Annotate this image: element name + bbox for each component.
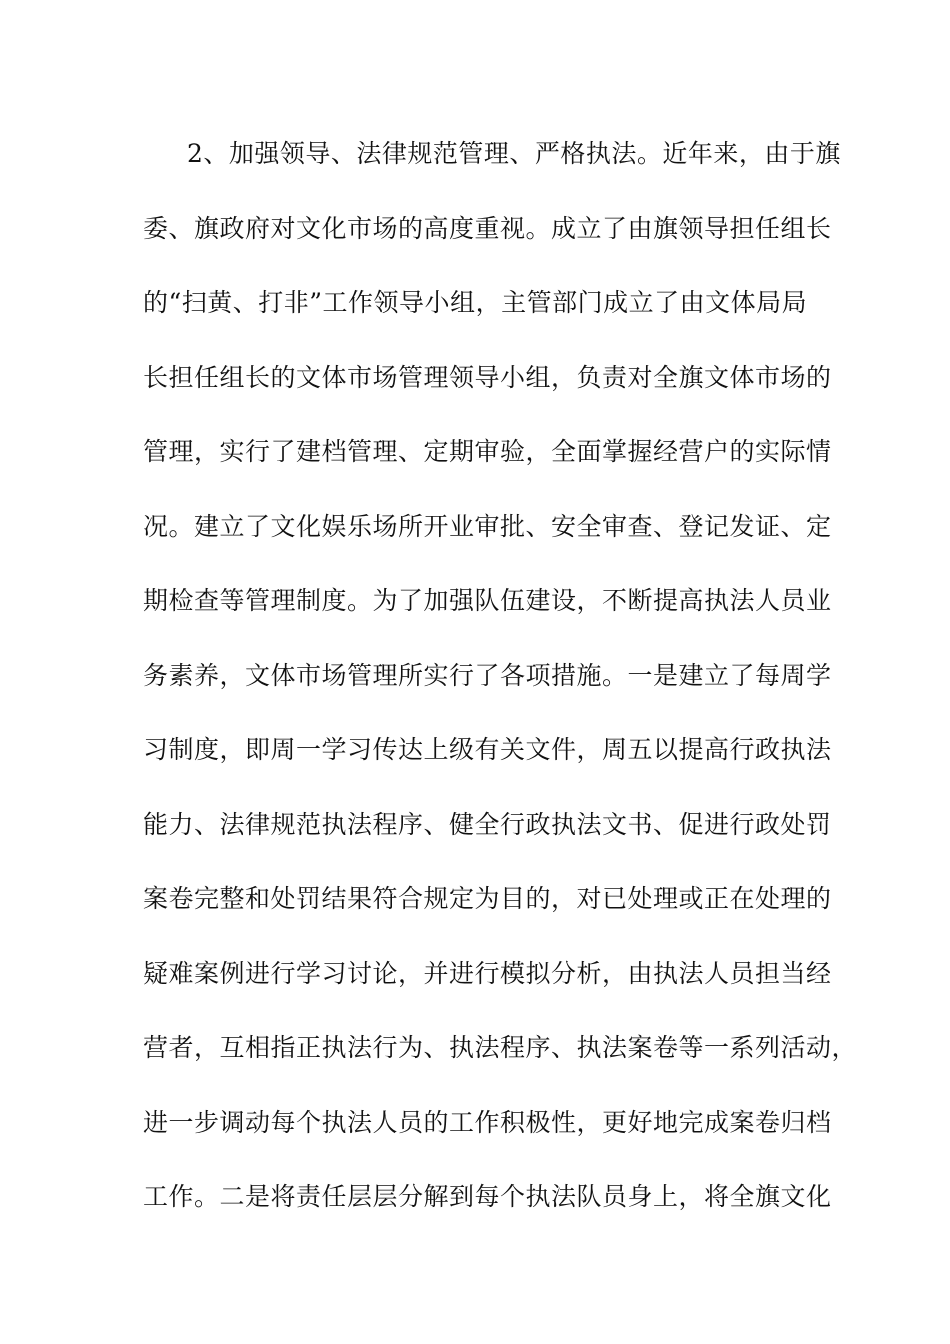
- paragraph: [143, 130, 858, 1248]
- text-line-4: 长担任组长的文体市场管理领导小组，负责对全旗文体市场的: [143, 362, 832, 392]
- text-line-3: 的“扫黄、打非”工作领导小组，主管部门成立了由文体局局: [143, 288, 808, 317]
- text-line-14: 进一步调动每个执法人员的工作积极性，更好地完成案卷归档: [143, 1107, 832, 1137]
- text-line-11: 案卷完整和处罚结果符合规定为目的，对已处理或正在处理的: [143, 884, 832, 913]
- text-line-9: 习制度，即周一学习传达上级有关文件，周五以提高行政执法: [143, 735, 832, 764]
- text-line-2: 委、旗政府对文化市场的高度重视。成立了由旗领导担任组长: [143, 213, 832, 243]
- text-line-5: 管理，实行了建档管理、定期审验，全面掌握经营户的实际情: [143, 437, 832, 466]
- text-line-8: 务素养，文体市场管理所实行了各项措施。一是建立了每周学: [143, 660, 832, 690]
- text-line-1: 2、加强领导、法律规范管理、严格执法。近年来，由于旗: [187, 139, 841, 168]
- text-line-13: 营者，互相指正执法行为、执法程序、执法案卷等一系列活动，: [143, 1033, 858, 1062]
- text-line-15: 工作。二是将责任层层分解到每个执法队员身上，将全旗文化: [143, 1182, 832, 1211]
- text-line-12: 疑难案例进行学习讨论，并进行模拟分析，由执法人员担当经: [143, 958, 832, 988]
- text-line-6: 况。建立了文化娱乐场所开业审批、安全审查、登记发证、定: [143, 511, 832, 541]
- text-line-7: 期检查等管理制度。为了加强队伍建设，不断提高执法人员业: [143, 586, 832, 615]
- text-line-10: 能力、法律规范执法程序、健全行政执法文书、促进行政处罚: [143, 809, 832, 839]
